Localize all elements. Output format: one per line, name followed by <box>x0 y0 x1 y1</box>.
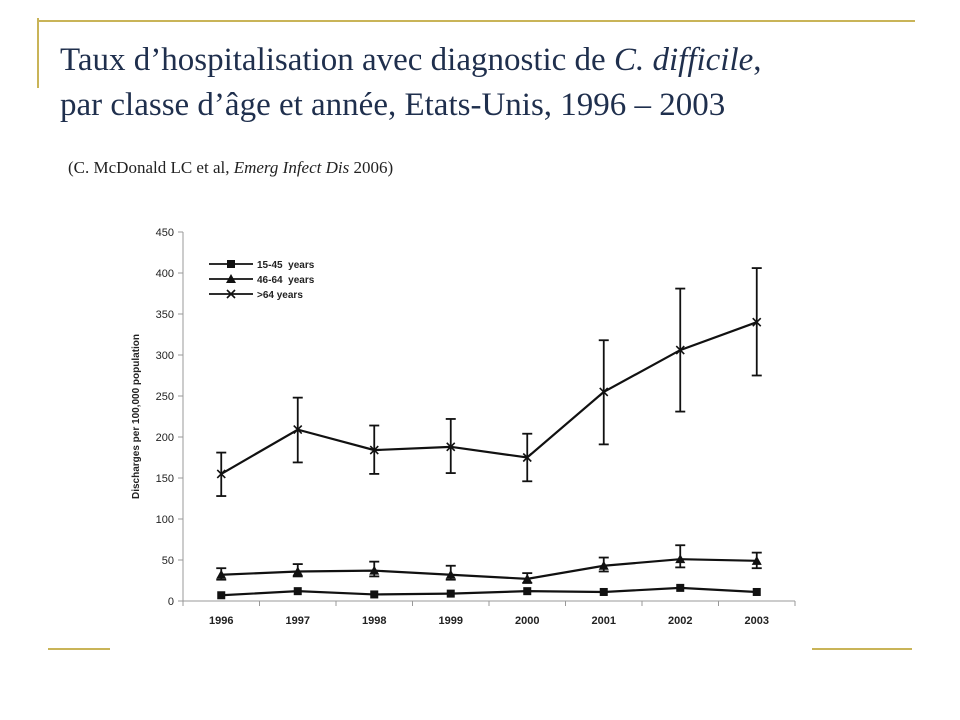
data-point <box>294 587 302 595</box>
citation-journal: Emerg Infect Dis <box>233 158 350 177</box>
y-tick-label: 100 <box>155 514 174 526</box>
data-point <box>600 588 608 596</box>
x-tick-label: 1998 <box>362 615 387 627</box>
y-tick-label: 250 <box>155 391 174 403</box>
x-tick-label: 2003 <box>744 615 769 627</box>
y-tick-label: 0 <box>167 596 174 608</box>
title-suffix: , <box>753 42 762 78</box>
y-tick-label: 450 <box>155 227 174 239</box>
x-tick-label: 2002 <box>668 615 693 627</box>
title-line-2: par classe d’âge et année, Etats-Unis, 1996 – 2003 <box>60 87 726 123</box>
y-tick-label: 400 <box>155 268 174 280</box>
legend-label: 46-64 years <box>257 275 315 286</box>
x-tick-label: 1997 <box>285 615 310 627</box>
legend-marker <box>227 260 235 268</box>
data-point <box>447 590 455 598</box>
y-tick-label: 150 <box>155 473 174 485</box>
y-tick-label: 200 <box>155 432 174 444</box>
x-tick-label: 2001 <box>591 615 616 627</box>
accent-bottom-right-line <box>812 648 912 650</box>
x-tick-label: 1996 <box>209 615 234 627</box>
x-tick-label: 1999 <box>438 615 463 627</box>
citation-prefix: (C. McDonald LC et al, <box>68 158 234 177</box>
x-tick-label: 2000 <box>515 615 540 627</box>
accent-top-line <box>37 20 915 22</box>
data-point <box>676 584 684 592</box>
y-tick-label: 350 <box>155 309 174 321</box>
title-organism: C. difficile <box>613 42 754 78</box>
legend-label: >64 years <box>257 290 303 301</box>
data-point <box>217 591 225 599</box>
y-axis-label: Discharges per 100,000 population <box>131 333 142 500</box>
citation <box>68 158 393 178</box>
slide-title <box>60 38 940 128</box>
y-tick-label: 300 <box>155 350 174 362</box>
legend-label: 15-45 years <box>257 260 315 271</box>
y-tick-label: 50 <box>161 555 174 567</box>
accent-bottom-left-line <box>48 648 110 650</box>
data-point <box>753 588 761 596</box>
accent-vertical-line <box>37 18 39 88</box>
line-chart <box>115 215 805 635</box>
citation-suffix: 2006) <box>349 158 394 177</box>
title-prefix: Taux d’hospitalisation avec diagnostic de <box>60 42 614 78</box>
data-point <box>370 590 378 598</box>
data-point <box>523 587 531 595</box>
